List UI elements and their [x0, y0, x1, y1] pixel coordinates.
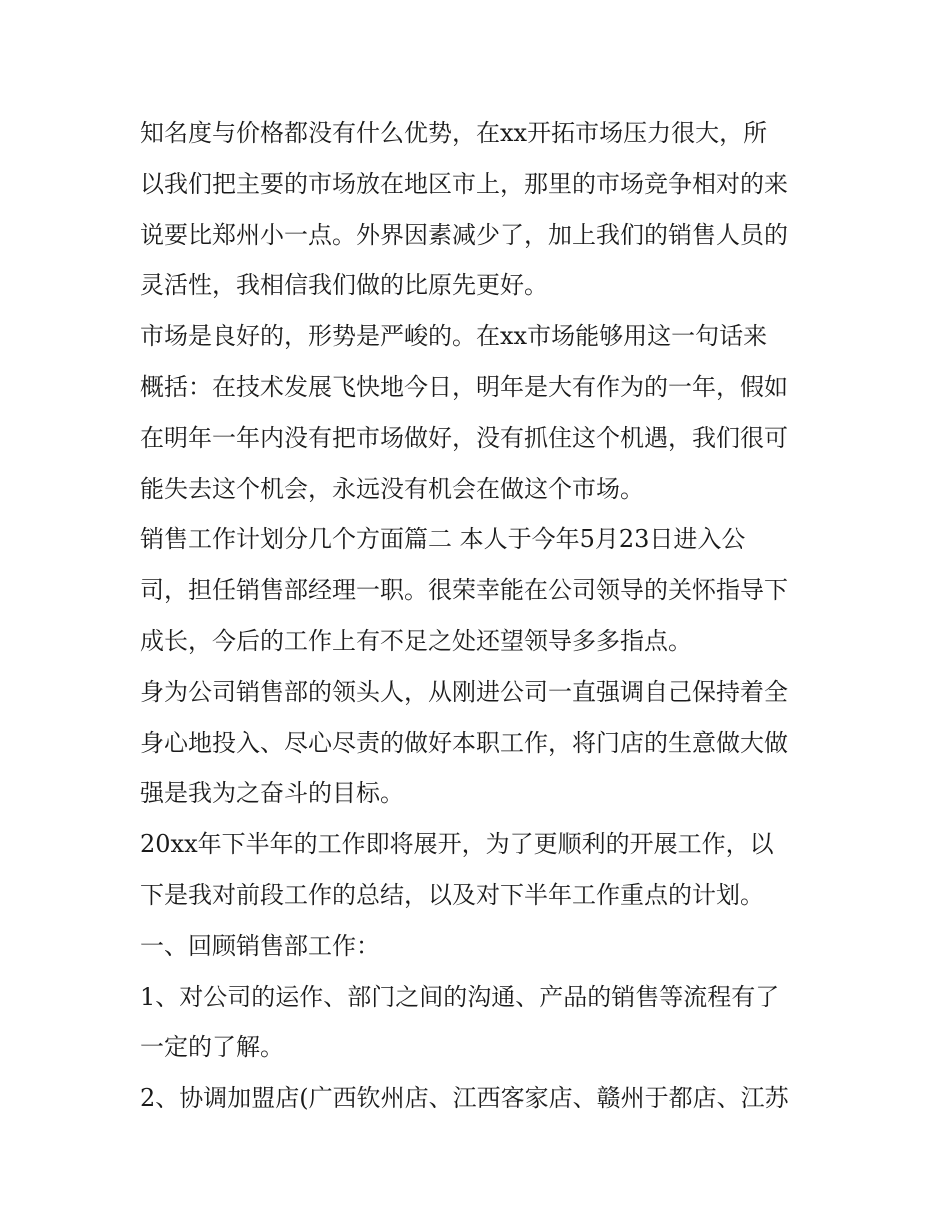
text-line: 1、对公司的运作、部门之间的沟通、产品的销售等流程有了: [140, 982, 780, 1011]
text-line: 以我们把主要的市场放在地区市上，那里的市场竞争相对的来: [140, 169, 788, 198]
text-line: 20xx年下半年的工作即将展开，为了更顺利的开展工作，以: [140, 830, 774, 859]
text-line: 司，担任销售部经理一职。很荣幸能在公司领导的关怀指导下: [140, 576, 788, 605]
text-line: 身为公司销售部的领头人，从刚进公司一直强调自己保持着全: [140, 677, 788, 706]
text-line: 2、协调加盟店(广西钦州店、江西客家店、赣州于都店、江苏: [140, 1084, 789, 1113]
text-line: 在明年一年内没有把市场做好，没有抓住这个机遇，我们很可: [140, 423, 788, 452]
text-line: 成长，今后的工作上有不足之处还望领导多多指点。: [140, 626, 692, 655]
text-line: 能失去这个机会，永远没有机会在做这个市场。: [140, 474, 644, 503]
text-line: 身心地投入、尽心尽责的做好本职工作，将门店的生意做大做: [140, 728, 788, 757]
text-line: 强是我为之奋斗的目标。: [140, 779, 404, 808]
text-line: 灵活性，我相信我们做的比原先更好。: [140, 271, 548, 300]
text-line: 概括：在技术发展飞快地今日，明年是大有作为的一年，假如: [140, 372, 788, 401]
text-line: 销售工作计划分几个方面篇二 本人于今年5月23日进入公: [140, 525, 746, 554]
text-line: 下是我对前段工作的总结，以及对下半年工作重点的计划。: [140, 880, 764, 909]
text-line: 市场是良好的，形势是严峻的。在xx市场能够用这一句话来: [140, 322, 768, 351]
body-text: [140, 108, 820, 1124]
text-line: 一定的了解。: [140, 1033, 284, 1062]
text-line: 一、回顾销售部工作：: [140, 931, 380, 960]
text-line: 说要比郑州小一点。外界因素减少了，加上我们的销售人员的: [140, 220, 788, 249]
text-line: 知名度与价格都没有什么优势，在xx开拓市场压力很大，所: [140, 119, 768, 147]
